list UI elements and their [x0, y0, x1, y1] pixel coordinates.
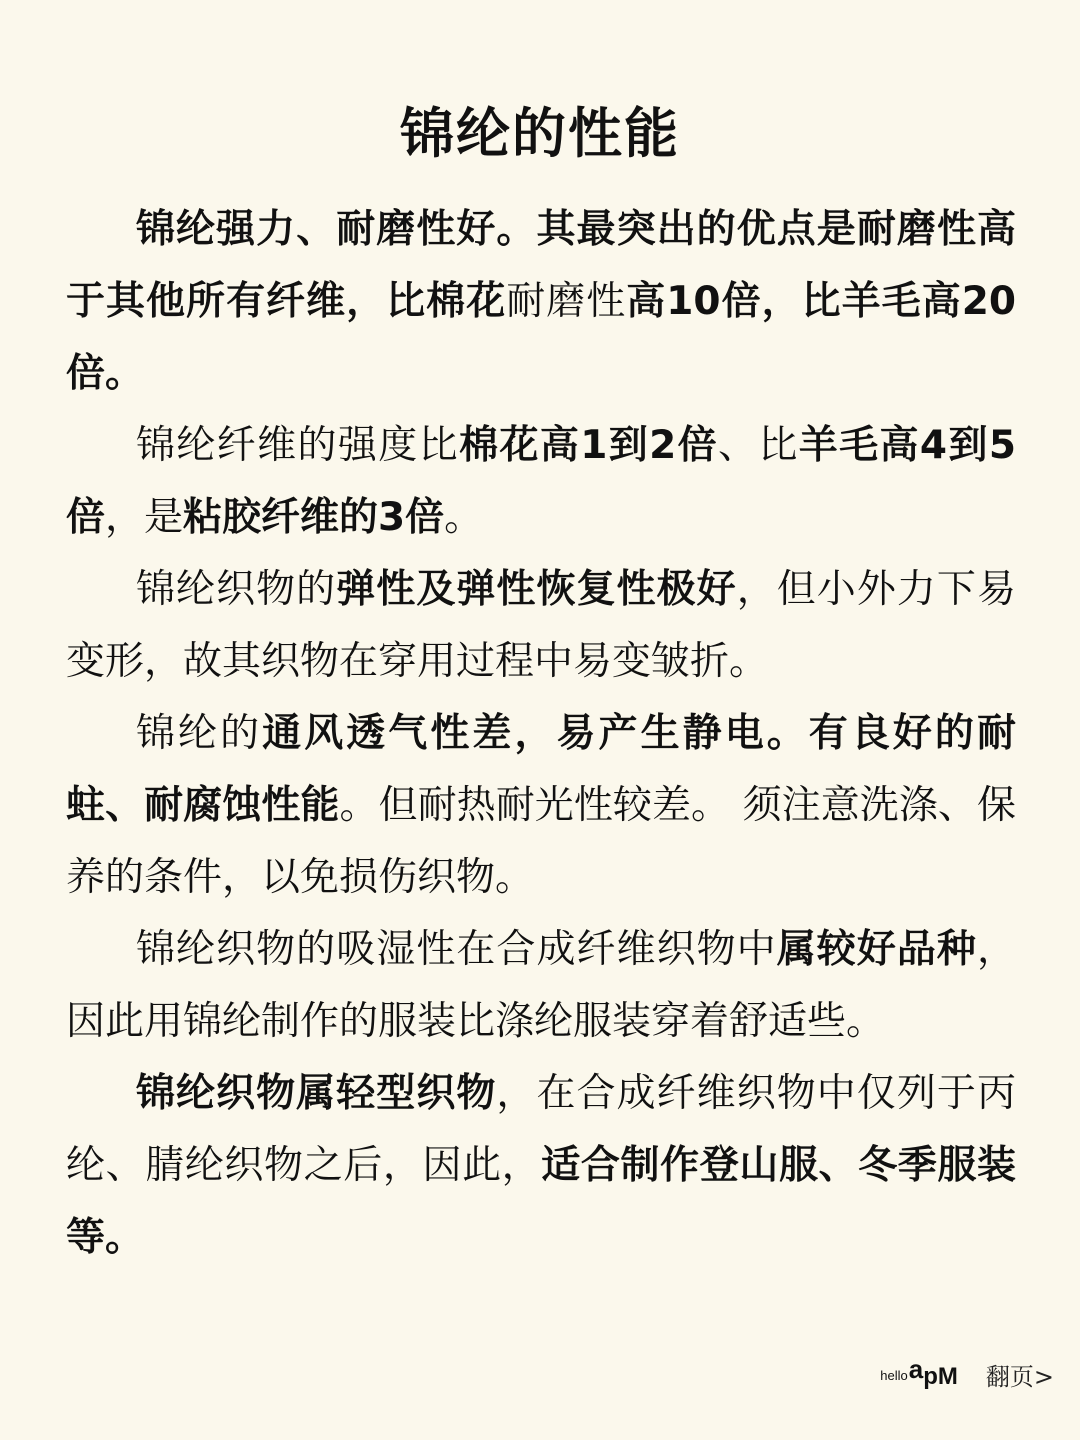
logo-pm-text: pM — [923, 1363, 958, 1390]
paragraph-strength — [66, 410, 1016, 554]
bold-text-run: 羊毛高4到5倍 — [66, 423, 1016, 540]
page-title: 锦纶的性能 — [400, 102, 680, 165]
text-run: 锦纶织物的吸湿性在合成纤维织物中 — [136, 927, 777, 972]
text-run: 。但耐热耐光性较差。 须注意洗涤、保养的条件，以免损伤织物。 — [66, 783, 1016, 900]
bold-text-run: 棉花高1到2倍 — [459, 423, 719, 468]
text-run: 锦纶纤维的强度比 — [136, 423, 460, 468]
text-run: 耐磨性 — [506, 279, 627, 324]
bold-text-run: 锦纶织物属轻型织物 — [136, 1071, 497, 1116]
next-page-link[interactable]: 翻页> — [985, 1363, 1054, 1391]
logo-hello-text: hello — [880, 1368, 908, 1383]
text-run: ，是 — [105, 495, 184, 540]
brand-logo — [880, 1354, 958, 1392]
bold-text-run: 通风透气性差，易产生静电。有良好的耐蛀、耐腐蚀性能 — [66, 711, 1016, 828]
text-run: ，在合成纤维织物中仅列于丙纶、腈纶织物之后，因此， — [66, 1071, 1016, 1188]
text-run: ，但小外力下易变形，故其织物在穿用过程中易变皱折。 — [66, 567, 1016, 684]
paragraph-breathability — [66, 698, 1016, 914]
paragraph-lightweight — [66, 1058, 1016, 1274]
bold-text-run: 适合制作登山服、冬季服装等。 — [66, 1143, 1016, 1260]
article-body — [66, 194, 1016, 1274]
bold-text-run: 弹性及弹性恢复性极好 — [336, 567, 737, 612]
bold-text-run: 属较好品种 — [776, 927, 977, 972]
paragraph-elasticity — [66, 554, 1016, 698]
text-run: 锦纶织物的 — [136, 567, 337, 612]
text-run: 、比 — [718, 423, 799, 468]
bold-text-run: 高10倍，比羊毛高20倍。 — [66, 279, 1016, 396]
paragraph-abrasion — [66, 194, 1016, 410]
paragraph-moisture-absorption — [66, 914, 1016, 1058]
bold-text-run: 锦纶强力、耐磨性好。其最突出的优点是耐磨性高于其他所有纤维，比棉花 — [66, 207, 1016, 324]
text-run: ，因此用锦纶制作的服装比涤纶服装穿着舒适些。 — [66, 927, 1016, 1044]
logo-a-letter: a — [908, 1354, 924, 1384]
text-run: 锦纶的 — [136, 711, 263, 756]
text-run: 。 — [444, 495, 484, 540]
footer — [880, 1354, 1054, 1392]
bold-text-run: 粘胶纤维的3倍 — [183, 495, 445, 540]
